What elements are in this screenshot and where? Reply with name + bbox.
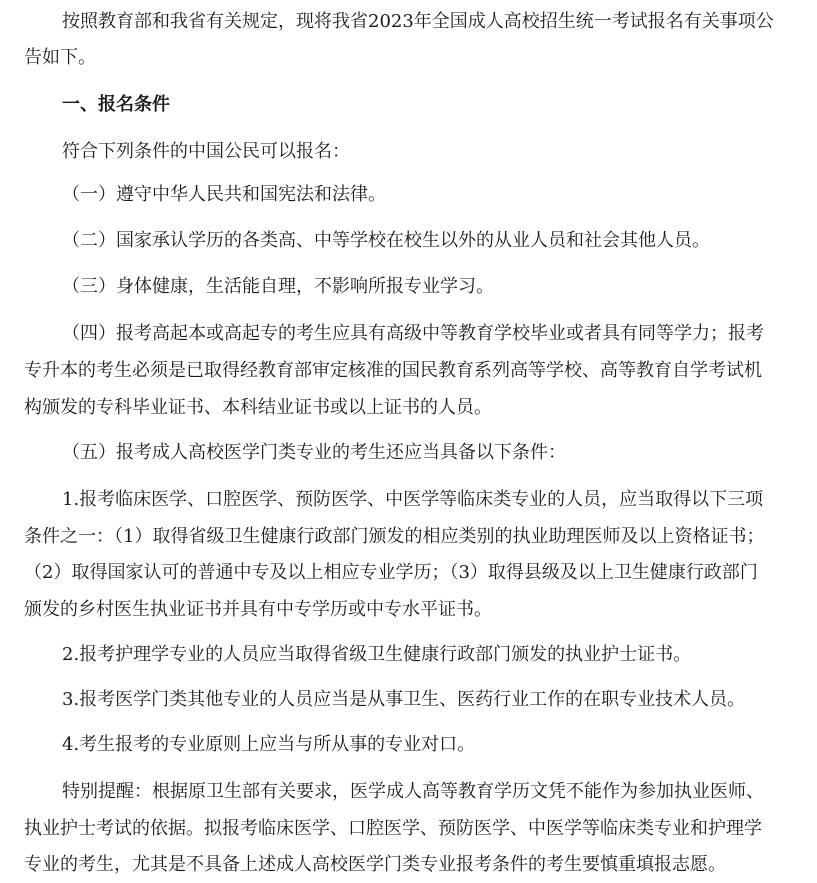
intro-line-2: 告如下。 <box>24 47 96 68</box>
condition-5: （五）报考成人高校医学门类专业的考生还应当具备以下条件： <box>62 442 566 463</box>
reminder-line-1: 特别提醒：根据原卫生部有关要求，医学成人高等教育学历文凭不能作为参加执业医师、 <box>62 781 764 802</box>
medical-item-1-line-3: （2）取得国家认可的普通中专及以上相应专业学历；（3）取得县级及以上卫生健康行政部门 <box>24 562 758 583</box>
medical-item-2: 2.报考护理学专业的人员应当取得省级卫生健康行政部门颁发的执业护士证书。 <box>62 644 692 665</box>
reminder-line-2: 执业护士考试的依据。拟报考临床医学、口腔医学、预防医学、中医学等临床类专业和护理学 <box>24 818 762 839</box>
intro-line-1: 按照教育部和我省有关规定，现将我省2023年全国成人高校招生统一考试报名有关事项公 <box>62 11 774 32</box>
reminder-line-3: 专业的考生，尤其是不具备上述成人高校医学门类专业报考条件的考生要慎重填报志愿。 <box>24 854 726 875</box>
condition-1: （一）遵守中华人民共和国宪法和法律。 <box>62 184 386 205</box>
section-heading-registration-conditions: 一、报名条件 <box>62 94 170 115</box>
condition-2: （二）国家承认学历的各类高、中等学校在校生以外的从业人员和社会其他人员。 <box>62 230 710 251</box>
medical-item-1-line-2: 条件之一：（1）取得省级卫生健康行政部门颁发的相应类别的执业助理医师及以上资格证书； <box>24 526 765 547</box>
condition-4-line-2: 专升本的考生必须是已取得经教育部审定核准的国民教育系列高等学校、高等教育自学考试机 <box>24 360 762 381</box>
section-lead: 符合下列条件的中国公民可以报名： <box>62 141 350 162</box>
medical-item-1-line-4: 颁发的乡村医生执业证书并具有中专学历或中专水平证书。 <box>24 599 492 620</box>
condition-4-line-1: （四）报考高起本或高起专的考生应具有高级中等教育学校毕业或者具有同等学力；报考 <box>62 323 764 344</box>
condition-3: （三）身体健康，生活能自理，不影响所报专业学习。 <box>62 276 494 297</box>
medical-item-3: 3.报考医学门类其他专业的人员应当是从事卫生、医药行业工作的在职专业技术人员。 <box>62 689 746 710</box>
condition-4-line-3: 构颁发的专科毕业证书、本科结业证书或以上证书的人员。 <box>24 397 492 418</box>
medical-item-4: 4.考生报考的专业原则上应当与所从事的专业对口。 <box>62 734 476 755</box>
medical-item-1-line-1: 1.报考临床医学、口腔医学、预防医学、中医学等临床类专业的人员，应当取得以下三项 <box>62 489 764 510</box>
